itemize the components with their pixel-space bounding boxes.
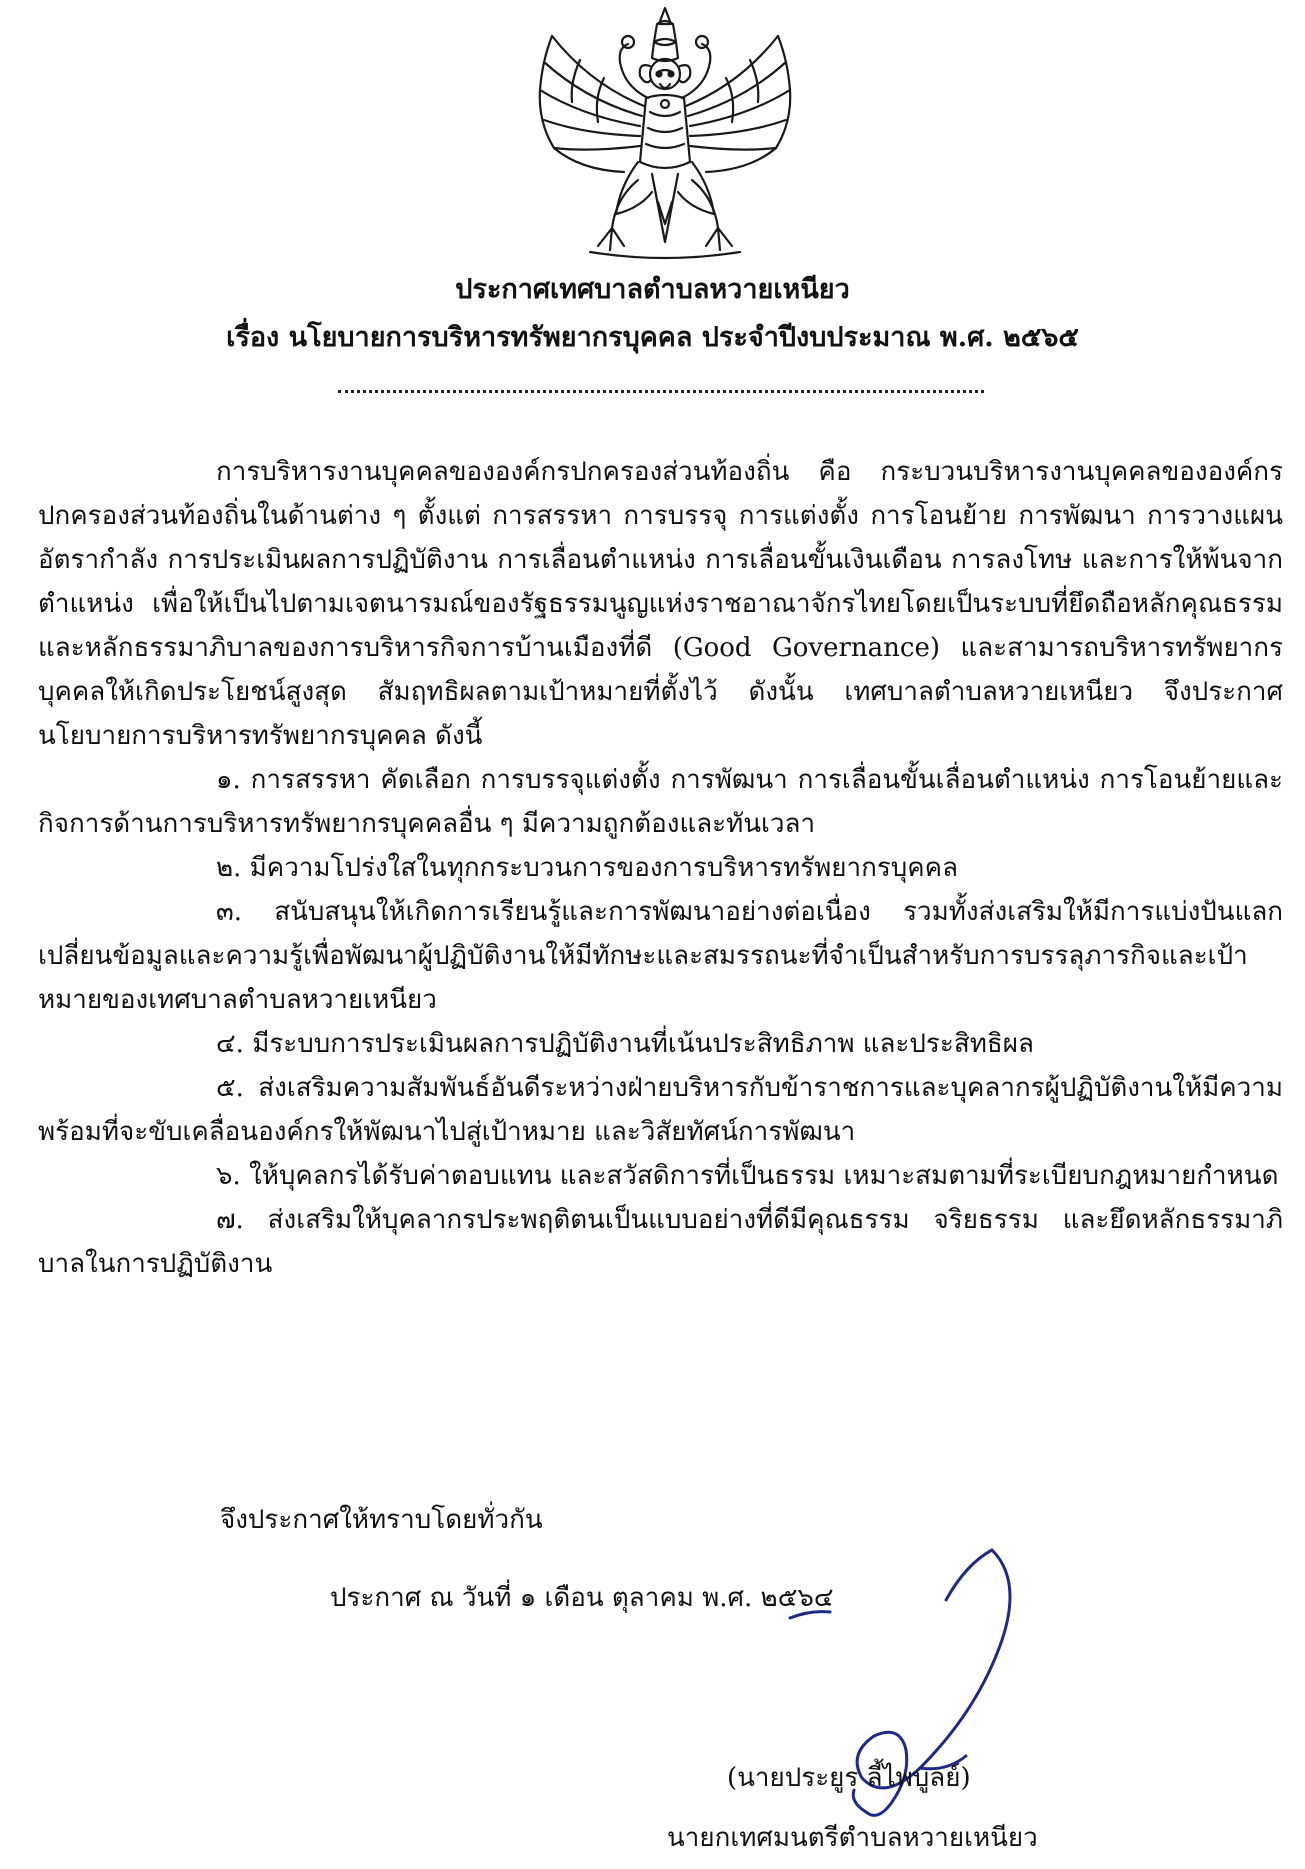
policy-item: ๒. มีความโปร่งใสในทุกกระบวนการของการบริหารทรัพยากรบุคคล bbox=[216, 853, 959, 883]
policy-item: ๑. การสรรหา คัดเลือก การบรรจุแต่งตั้ง การพัฒนา การเลื่อนขั้นเลื่อนตำแหน่ง การโอนย้ายและกิจการด้านการบริหารทรัพยากรบุคคลอื่น ๆ มีความถูกต้องและทันเวลา bbox=[38, 765, 1283, 839]
intro-paragraph: การบริหารงานบุคคลขององค์กรปกครองส่วนท้องถิ่น คือ กระบวนบริหารงานบุคคลขององค์กรปกครองส่วนท้องถิ่นในด้านต่าง ๆ ตั้งแต่ การสรรหา การบรรจุ การแต่งตั้ง การโอนย้าย การพัฒนา การวางแผนอัตรากำลัง การประเมินผลการปฏิบัติงาน การเลื่อนตำแหน่ง การเลื่อนขั้นเงินเดือน การลงโทษ และการให้พ้นจากตำแหน่ง เพื่อให้เป็นไปตามเจตนารมณ์ของรัฐธรรมนูญแห่งราชอาณาจักรไทยโดยเป็นระบบที่ยึดถือหลักคุณธรรมและหลักธรรมาภิบาลของการบริหารกิจการบ้านเมืองที่ดี (Good Governance) และสามารถบริหารทรัพยากรบุคคลให้เกิดประโยชน์สูงสุด สัมฤทธิผลตามเป้าหมายที่ตั้งไว้ ดังนั้น เทศบาลตำบลหวายเหนียว จึงประกาศนโยบายการบริหารทรัพยากรบุคคล ดังนี้ bbox=[38, 457, 1283, 751]
policy-item: ๓. สนับสนุนให้เกิดการเรียนรู้และการพัฒนาอย่างต่อเนื่อง รวมทั้งส่งเสริมให้มีการแบ่งปันแลกเปลี่ยนข้อมูลและความรู้เพื่อพัฒนาผู้ปฏิบัติงานให้มีทักษะและสมรรถนะที่จำเป็นสำหรับการบรรลุภารกิจและเป้าหมายของเทศบาลตำบลหวายเหนียว bbox=[38, 897, 1283, 1015]
announcement-title: ประกาศเทศบาลตำบลหวายเหนียว bbox=[455, 274, 850, 305]
signer-name: (นายประยูร ลี้ไพบูลย์) bbox=[727, 1763, 971, 1793]
signer-position: นายกเทศมนตรีตำบลหวายเหนียว bbox=[667, 1823, 1038, 1853]
announcement-body bbox=[38, 450, 1283, 1286]
policy-item: ๔. มีระบบการประเมินผลการปฏิบัติงานที่เน้นประสิทธิภาพ และประสิทธิผล bbox=[216, 1029, 1034, 1059]
policy-item: ๖. ให้บุคลกรได้รับค่าตอบแทน และสวัสดิการที่เป็นธรรม เหมาะสมตามที่ระเบียบกฎหมายกำหนด bbox=[216, 1161, 1279, 1191]
garuda-emblem-icon bbox=[520, 2, 810, 267]
policy-item: ๗. ส่งเสริมให้บุคลากรประพฤติตนเป็นแบบอย่างที่ดีมีคุณธรรม จริยธรรม และยึดหลักธรรมาภิบาลในการปฏิบัติงาน bbox=[38, 1205, 1283, 1279]
announcement-subject: เรื่อง นโยบายการบริหารทรัพยากรบุคคล ประจำปีงบประมาณ พ.ศ. ๒๕๖๕ bbox=[226, 322, 1079, 353]
closing-statement: จึงประกาศให้ทราบโดยทั่วกัน bbox=[220, 1505, 543, 1535]
policy-item: ๕. ส่งเสริมความสัมพันธ์อันดีระหว่างฝ่ายบริหารกับข้าราชการและบุคลากรผู้ปฏิบัติงานให้มีความพร้อมที่จะขับเคลื่อนองค์กรให้พัฒนาไปสู่เป้าหมาย และวิสัยทัศน์การพัฒนา bbox=[38, 1073, 1283, 1147]
announcement-date: ประกาศ ณ วันที่ ๑ เดือน ตุลาคม พ.ศ. ๒๕๖๔ bbox=[330, 1583, 834, 1613]
dotted-divider bbox=[338, 390, 984, 393]
